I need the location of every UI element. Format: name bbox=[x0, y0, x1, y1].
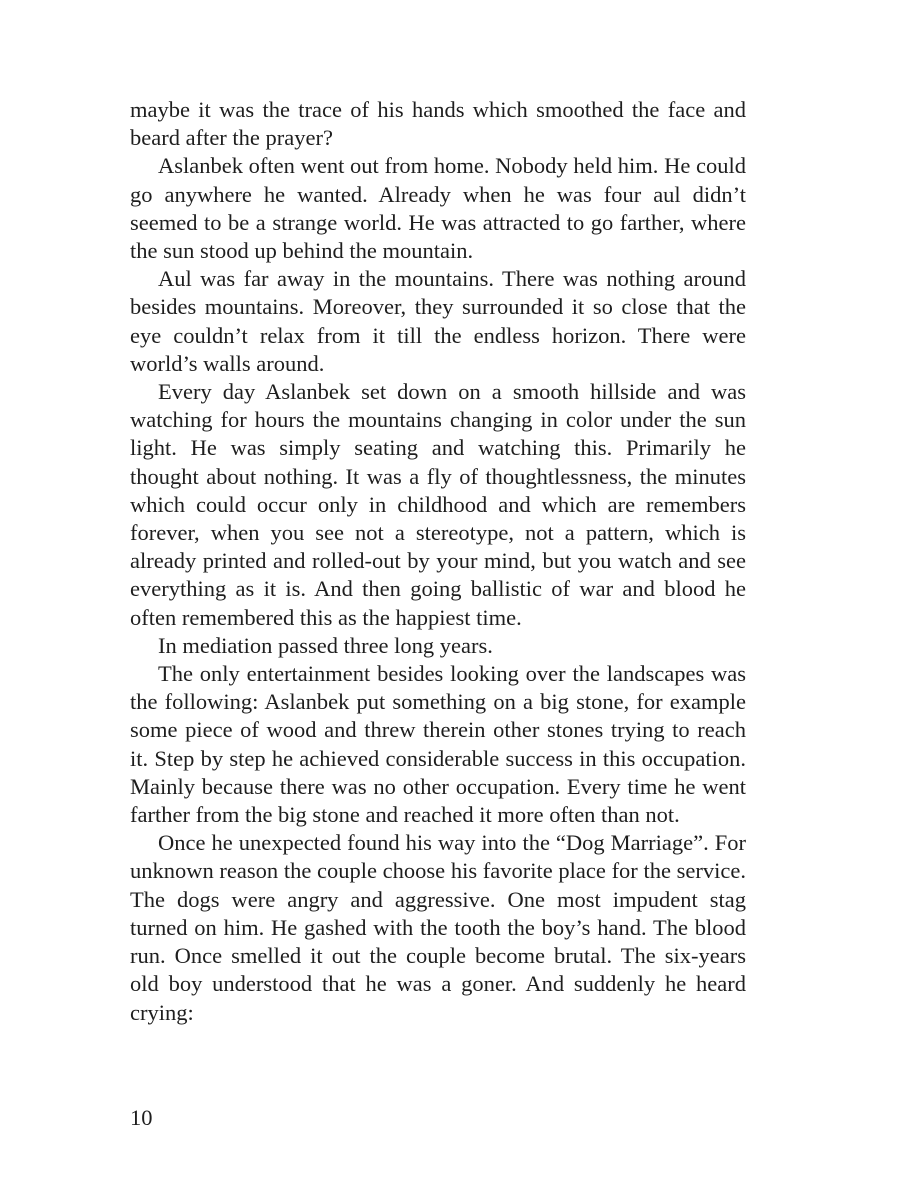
paragraph-7: Once he unexpected found his way into the “Dog Marriage”. For unknown reason the couple choose his favorite place for the service. The dogs were angry and aggressive. One most impudent stag turned on him. He gashed with the tooth the boy’s hand. The blood run. Once smelled it out the couple become brutal. The six-years old boy understood that he was a goner. And suddenly he heard crying: bbox=[130, 830, 746, 1025]
paragraph-4: Every day Aslanbek set down on a smooth hillside and was watching for hours the mountains changing in color under the sun light. He was simply seating and watching this. Primarily he thought about nothing. It was a fly of thoughtlessness, the minutes which could occur only in childhood and which are remembers forever, when you see not a stereotype, not a pattern, which is already printed and rolled-out by your mind, but you watch and see everything as it is. And then going ballistic of war and blood he often remembered this as the happiest time. bbox=[130, 379, 746, 630]
page-number: 10 bbox=[130, 1105, 153, 1130]
paragraph-6: The only entertainment besides looking over the landscapes was the following: Aslanbek put something on a big stone, for example some piece of wood and threw therein other stones trying to reach it. Step by step he achieved considerable success in this occupation. Mainly because there was no other occupation. Every time he went farther from the big stone and reached it more often than not. bbox=[130, 661, 746, 828]
paragraph-2: Aslanbek often went out from home. Nobody held him. He could go anywhere he wanted. Already when he was four aul didn’t seemed to be a strange world. He was attracted to go farther, where the sun stood up behind the mountain. bbox=[130, 153, 746, 264]
paragraph-5: In mediation passed three long years. bbox=[158, 632, 493, 658]
body-text bbox=[130, 96, 746, 1027]
paragraph-1: maybe it was the trace of his hands which smoothed the face and beard after the prayer? bbox=[130, 97, 746, 151]
paragraph-3: Aul was far away in the mountains. There was nothing around besides mountains. Moreover, they surrounded it so close that the eye couldn’t relax from it till the endless horizon. There were world’s walls around. bbox=[130, 266, 746, 376]
